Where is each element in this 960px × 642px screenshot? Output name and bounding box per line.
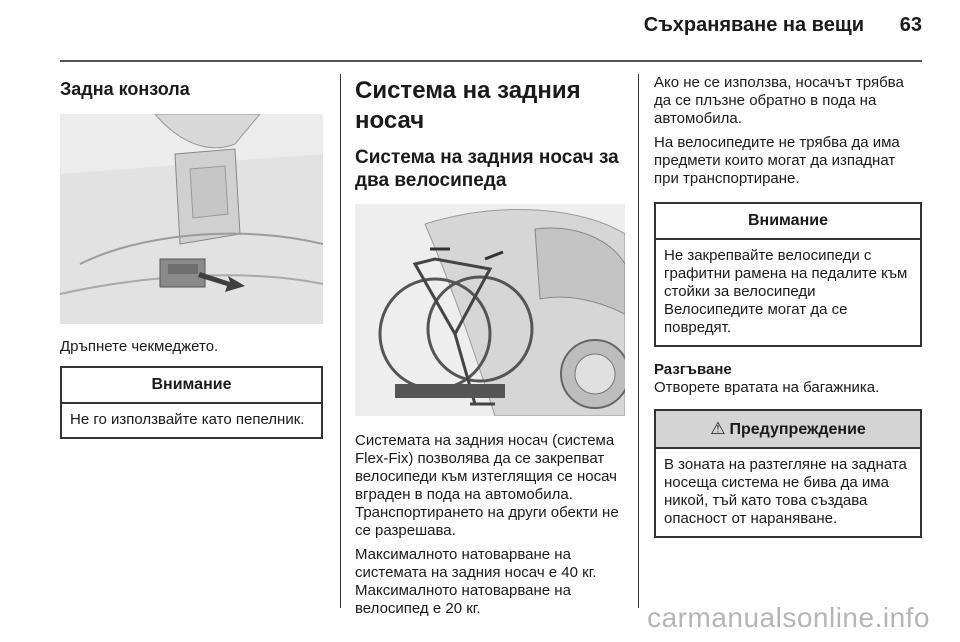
- notice-box: [60, 366, 323, 439]
- unfold-heading: Разгъване: [654, 361, 732, 378]
- warning-body: В зоната на разтегляне на задната носеща система не бива да има никой, тъй като това създава опасност от нараняване.: [664, 456, 907, 527]
- header-title: Съхраняване на вещи: [643, 14, 864, 36]
- watermark: carmanualsonline.info: [647, 602, 930, 633]
- column-rear-console: [60, 74, 323, 439]
- column-rear-carrier: [355, 74, 625, 618]
- subsection-title-two-bikes: Система на задния носач за два велосипеда: [355, 147, 619, 191]
- page-number: 63: [899, 14, 922, 36]
- column-divider-2: [638, 74, 639, 608]
- notice-box-carbon: [654, 202, 922, 347]
- notice-title: Внимание: [62, 368, 321, 404]
- paragraph-loose-items: На велосипедите не трябва да има предмети които могат да изпаднат при транспортиране.: [654, 134, 900, 187]
- section-title-rear-console: Задна конзола: [60, 79, 190, 99]
- warning-box: [654, 409, 922, 538]
- column-divider-1: [340, 74, 341, 608]
- header-divider: [60, 60, 922, 62]
- paragraph-carrier-intro: Системата на задния носач (система Flex-Fix) позволява да се закрепват велосипеди към изтеглящия се носач вграден в пода на автомобила. Транспортирането на други обекти не се разрешава.: [355, 432, 619, 539]
- unfold-text: Отворете вратата на багажника.: [654, 379, 880, 396]
- image-caption: Дръпнете чекмеджето.: [60, 338, 219, 355]
- column-carrier-notes: [654, 74, 922, 538]
- warning-triangle-icon: ⚠: [710, 419, 726, 438]
- notice-title-carbon: Внимание: [656, 204, 920, 240]
- section-title-rear-carrier: Система на задния носач: [355, 77, 581, 134]
- warning-title: Предупреждение: [729, 421, 866, 438]
- notice-body: Не го използвайте като пепелник.: [70, 411, 305, 428]
- paragraph-carrier-load: Максималното натоварване на системата на задния носач е 40 кг. Максималното натоварване на велосипед е 20 кг.: [355, 546, 597, 617]
- rear-console-drawer-illustration: [60, 114, 323, 324]
- paragraph-retract: Ако не се използва, носачът трябва да се плъзне обратно в пода на автомобила.: [654, 74, 904, 127]
- bike-carrier-illustration: [355, 204, 625, 416]
- notice-body-carbon: Не закрепвайте велосипеди с графитни рамена на педалите към стойки за велосипеди Велосипедите могат да се повредят.: [664, 247, 908, 336]
- warning-header: [656, 411, 920, 449]
